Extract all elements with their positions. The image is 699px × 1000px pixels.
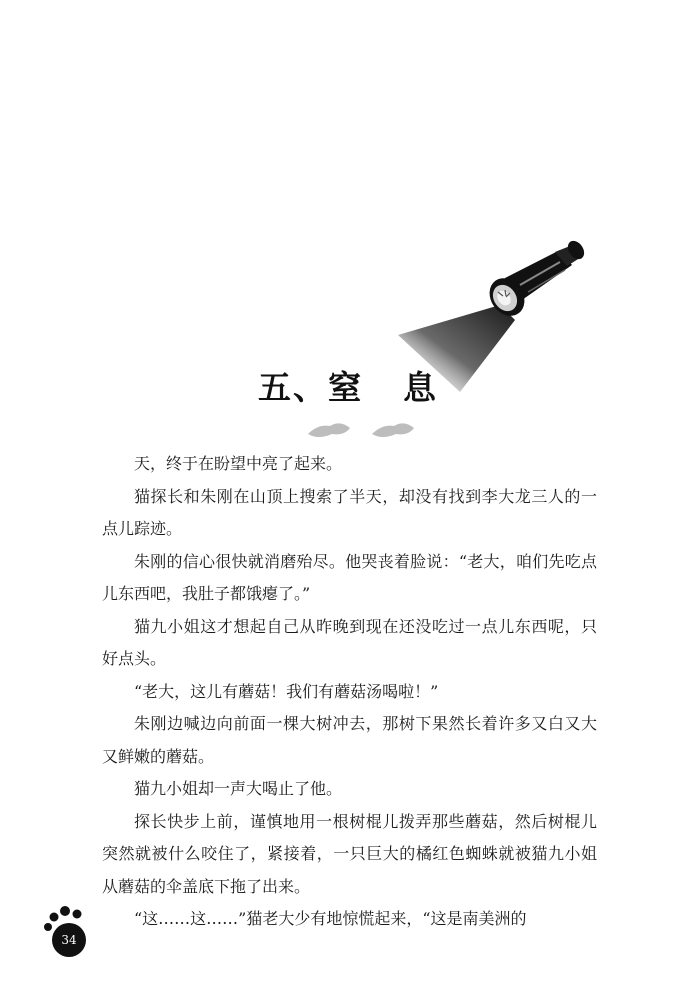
chapter-title xyxy=(258,368,438,408)
paragraph-7: 猫九小姐却一声大喝止了他。 xyxy=(134,779,343,798)
paragraph-6: 朱刚边喊边向前面一棵大树冲去，那树下果然长着许多又白又大又鲜嫩的蘑菇。 xyxy=(102,714,597,766)
paw-print-icon xyxy=(40,900,100,960)
paragraph-2: 猫探长和朱刚在山顶上搜索了半天，却没有找到李大龙三人的一点儿踪迹。 xyxy=(102,486,597,538)
paragraph-4: 猫九小姐这才想起自己从昨晚到现在还没吃过一点儿东西呢，只好点头。 xyxy=(102,616,597,668)
chapter-title-part1: 五、窒 xyxy=(258,368,363,407)
page-number: 34 xyxy=(61,933,77,947)
title-shadow-decoration xyxy=(300,412,420,442)
paragraph-1: 天，终于在盼望中亮了起来。 xyxy=(134,454,343,473)
paragraph-3: 朱刚的信心很快就消磨殆尽。他哭丧着脸说：“老大，咱们先吃点儿东西吧，我肚子都饿瘪了。” xyxy=(102,551,597,603)
body-text xyxy=(102,448,597,936)
paragraph-9: “这……这……”猫老大少有地惊慌起来，“这是南美洲的 xyxy=(134,909,527,928)
paragraph-5: “老大，这儿有蘑菇！我们有蘑菇汤喝啦！” xyxy=(134,681,439,701)
flashlight-icon xyxy=(482,238,587,323)
chapter-title-part2: 息 xyxy=(403,368,438,407)
paragraph-8: 探长快步上前，谨慎地用一根树棍儿拨弄那些蘑菇，然后树棍儿突然就被什么咬住了，紧接着，一只巨大的橘红色蜘蛛就被猫九小姐从蘑菇的伞盖底下拖了出来。 xyxy=(102,811,597,896)
